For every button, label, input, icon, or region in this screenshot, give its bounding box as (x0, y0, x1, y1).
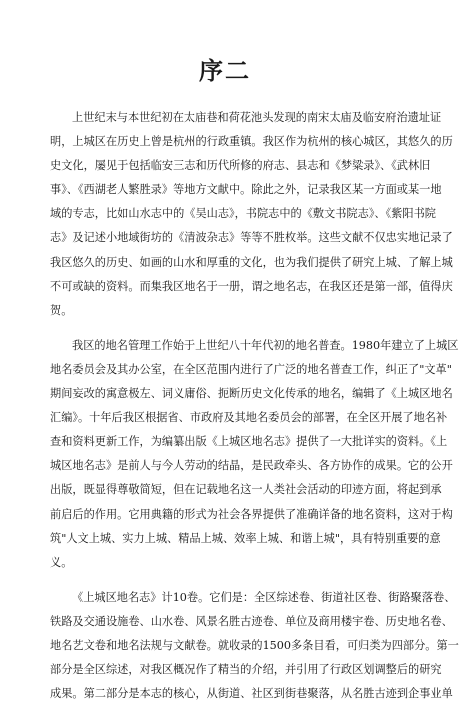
text-line: 部分是全区综述，对我区概况作了精当的介绍，并引用了行政区划调整后的研究 (50, 663, 442, 677)
text-line: 地名委员会及其办公室，在全区范围内进行了广泛的地名普查工作，纠正了"文革" (50, 362, 452, 376)
page-title: 序二 (199, 56, 251, 85)
text-line: 明，上城区在历史上曾是杭州的行政重镇。我区作为杭州的核心城区，其悠久的历 (50, 135, 453, 149)
text-line: 志》及记述小地域街坊的《清波杂志》等等不胜枚举。这些文献不仅忠实地记录了 (50, 231, 453, 245)
paragraph (50, 586, 459, 706)
text-line: 汇编》。十年后我区根据省、市政府及其地名委员会的部署，在全区开展了地名补 (50, 411, 448, 425)
text-line: 我区悠久的历史、如画的山水和厚重的文化，也为我们提供了研究上城、了解上城 (50, 255, 453, 269)
paragraph (50, 106, 453, 323)
text-line: 上世纪末与本世纪初在太庙巷和荷花池头发现的南宋太庙及临安府治遗址证 (72, 111, 442, 124)
text-line: 期间妄改的寓意极左、词义庸俗、扼断历史文化传承的地名，编辑了《上城区地名 (50, 387, 453, 401)
text-line: 不可或缺的资料。而集我区地名于一册，谓之地名志，在我区还是第一部，值得庆 (50, 279, 453, 293)
text-line: 《上城区地名志》计10卷。它们是：全区综述卷、街道社区卷、街路聚落卷、 (72, 590, 456, 604)
text-line: 查和资料更新工作，为编纂出版《上城区地名志》提供了一大批详实的资料。《上 (50, 435, 448, 449)
text-line: 成果。第二部分是本志的核心，从街道、社区到街巷聚落，从名胜古迹到企事业单 (50, 687, 453, 701)
text-line: 城区地名志》是前人与今人劳动的结晶，是民政牵头、各方协作的成果。它的公开 (50, 459, 453, 473)
text-line: 域的专志，比如山水志中的《吴山志》，书院志中的《敷文书院志》、《紫阳书院 (50, 207, 436, 221)
text-line: 义。 (50, 555, 73, 569)
text-line: 前启后的作用。它用典籍的形式为社会各界提供了准确详备的地名资料，这对于构 (50, 507, 453, 521)
text-line: 贺。 (50, 303, 73, 317)
text-line: 筑"人文上城、实力上城、精品上城、效率上城、和谐上城"，具有特别重要的意 (50, 531, 441, 545)
text-line: 出版，既显得尊敬简短，但在记载地名这一人类社会活动的印迹方面，将起到承 (50, 483, 442, 497)
document-body (50, 106, 459, 717)
text-line: 我区的地名管理工作始于上世纪八十年代初的地名普查。1980年建立了上城区 (72, 338, 459, 352)
text-line: 史文化，屡见于包括临安三志和历代所修的府志、县志和《梦粱录》、《武林旧 (50, 159, 431, 173)
paragraph (50, 334, 459, 575)
text-line: 铁路及交通设施卷、山水卷、风景名胜古迹卷、单位及商用楼宇卷、历史地名卷、 (50, 614, 453, 628)
text-line: 事》、《西湖老人繁胜录》等地方文献中。除此之外，记录我区某一方面或某一地 (50, 183, 442, 197)
text-line: 地名艺文卷和地名法规与文献卷。就收录的1500多条目看，可归类为四部分。第一 (50, 638, 459, 652)
